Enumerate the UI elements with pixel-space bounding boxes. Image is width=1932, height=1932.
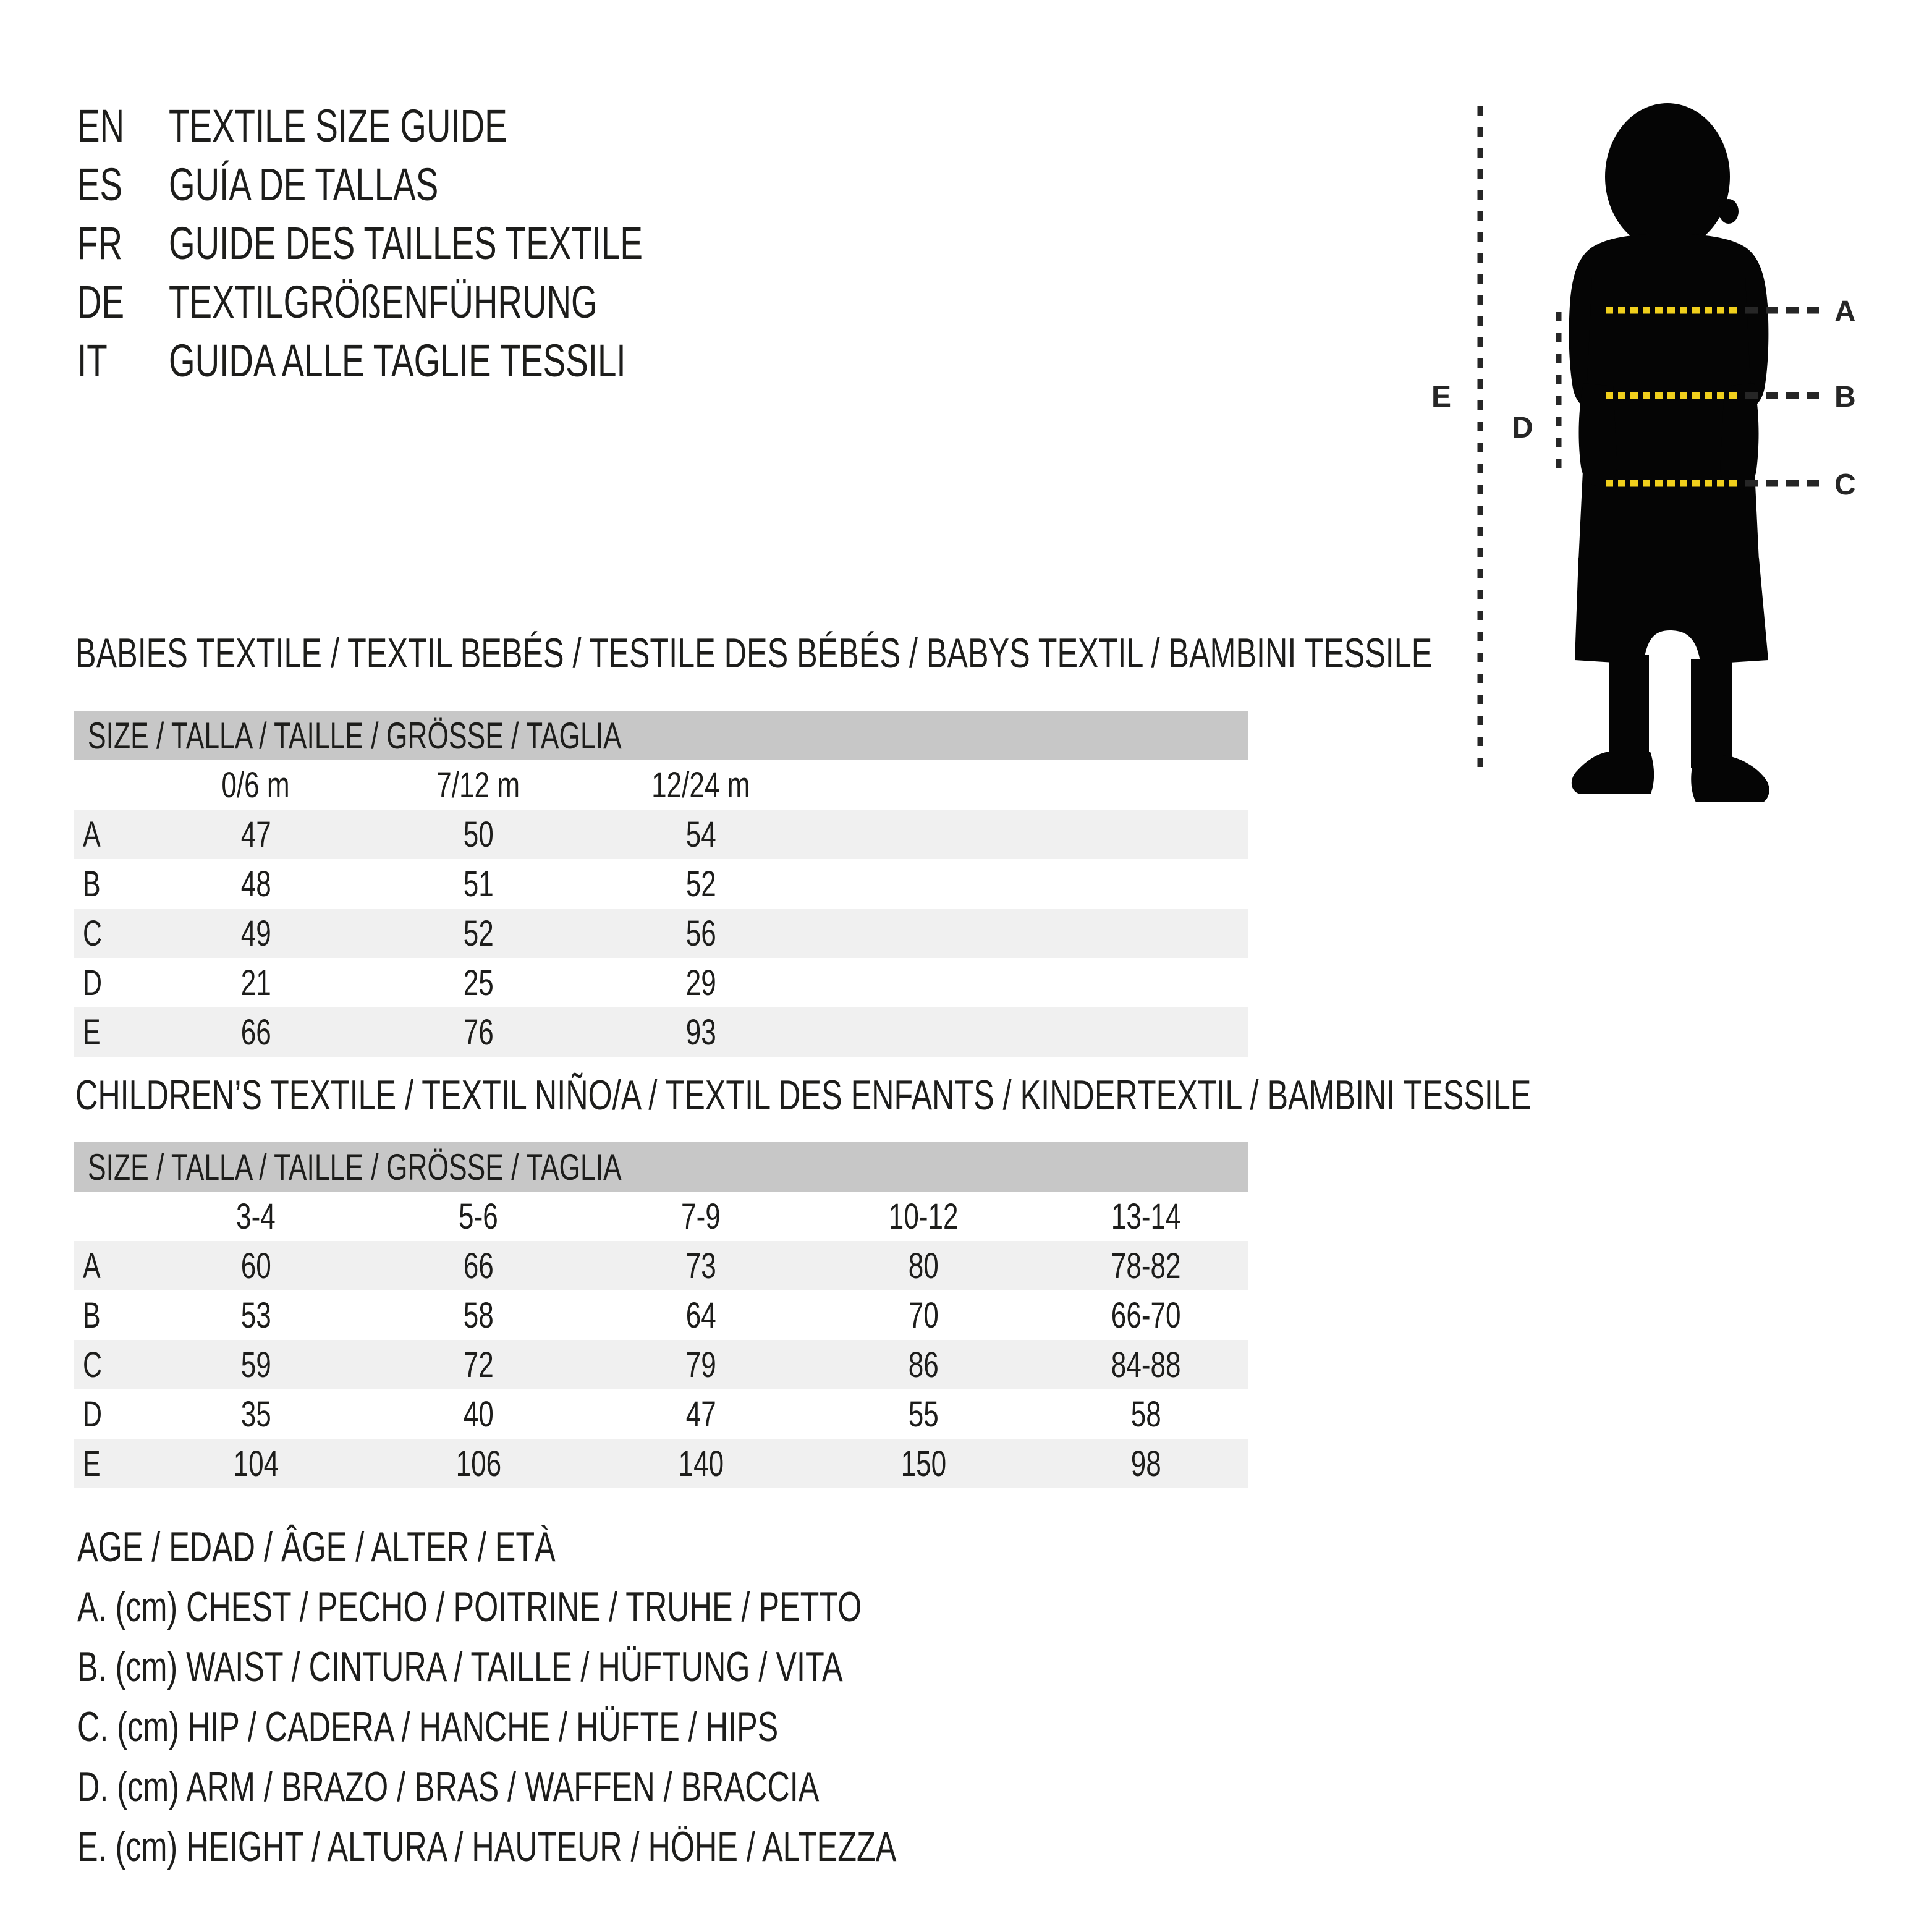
size-value-text: 59 — [240, 1344, 271, 1385]
size-value-text: 52 — [463, 913, 494, 954]
language-guide-title — [169, 276, 748, 328]
column-header-text: 3-4 — [236, 1196, 276, 1237]
column-header — [145, 765, 367, 806]
size-value — [1035, 1443, 1257, 1485]
language-code — [77, 100, 169, 152]
size-row-B — [74, 1290, 1248, 1340]
size-value — [1035, 1344, 1257, 1386]
row-label — [74, 1012, 145, 1053]
size-value — [145, 913, 367, 954]
size-value-text: 54 — [685, 814, 716, 855]
size-value — [1035, 1295, 1257, 1336]
children-size-header-text: SIZE / TALLA / TAILLE / GRÖSSE / TAGLIA — [88, 1146, 622, 1188]
babies-size-header-bar — [74, 711, 1248, 760]
size-value — [145, 962, 367, 1004]
size-value-text: 48 — [240, 863, 271, 904]
size-value-text: 66 — [463, 1245, 494, 1286]
column-header-text: 0/6 m — [221, 765, 290, 805]
size-row-C — [74, 909, 1248, 958]
column-header-text: 5-6 — [459, 1196, 498, 1237]
size-value — [367, 1245, 590, 1287]
children-size-table — [74, 1142, 1248, 1488]
size-value — [367, 814, 590, 855]
column-header — [367, 765, 590, 806]
size-row-C — [74, 1340, 1248, 1389]
language-title-list — [77, 96, 809, 390]
row-label-text: B — [83, 863, 101, 904]
size-value — [367, 1295, 590, 1336]
legend-line-text: D. (cm) ARM / BRAZO / BRAS / WAFFEN / BRACCIA — [77, 1763, 820, 1810]
size-value-text: 58 — [463, 1295, 494, 1336]
label-waist-B: B — [1834, 381, 1856, 413]
size-value — [145, 1394, 367, 1435]
size-value — [145, 814, 367, 855]
size-row-D — [74, 958, 1248, 1007]
size-value — [367, 913, 590, 954]
size-value — [812, 1245, 1035, 1287]
size-value — [812, 1394, 1035, 1435]
size-value — [145, 1012, 367, 1053]
size-value-text: 25 — [463, 962, 494, 1003]
size-row-A — [74, 810, 1248, 859]
size-value-text: 51 — [463, 863, 494, 904]
size-value-text: 60 — [240, 1245, 271, 1286]
row-label — [74, 1443, 145, 1485]
column-header-text: 12/24 m — [651, 765, 750, 805]
row-label-text: E — [83, 1443, 101, 1484]
column-header — [590, 765, 812, 806]
language-guide-title — [169, 217, 809, 269]
size-value — [367, 1394, 590, 1435]
babies-column-header-row — [74, 760, 1248, 810]
size-value — [590, 1295, 812, 1336]
size-value — [145, 1295, 367, 1336]
column-header-text: 7-9 — [681, 1196, 721, 1237]
size-value — [1035, 1394, 1257, 1435]
size-value — [590, 863, 812, 905]
size-value-text: 47 — [240, 814, 271, 855]
size-value-text: 58 — [1130, 1394, 1161, 1434]
size-value-text: 47 — [685, 1394, 716, 1434]
column-header-text: 10-12 — [888, 1196, 959, 1237]
column-header — [145, 1196, 367, 1237]
size-value — [367, 962, 590, 1004]
size-value — [367, 1344, 590, 1386]
column-header — [812, 1196, 1035, 1237]
size-value-text: 49 — [240, 913, 271, 954]
size-value-text: 80 — [908, 1245, 939, 1286]
column-header — [367, 1196, 590, 1237]
language-code — [77, 158, 169, 211]
row-label-text: A — [83, 814, 101, 855]
label-chest-A: A — [1834, 295, 1856, 328]
child-measurement-figure — [1421, 74, 1932, 822]
language-guide-title-text: GUIDE DES TAILLES TEXTILE — [169, 218, 643, 269]
children-section-title — [75, 1073, 1932, 1117]
size-value-text: 52 — [685, 863, 716, 904]
language-guide-title-text: GUIDA ALLE TAGLIE TESSILI — [169, 335, 626, 386]
size-value-text: 66-70 — [1111, 1295, 1181, 1336]
size-value — [1035, 1245, 1257, 1287]
language-guide-title-text: TEXTILE SIZE GUIDE — [169, 100, 507, 151]
language-code-text: FR — [77, 218, 123, 269]
size-value — [590, 1443, 812, 1485]
row-label — [74, 1394, 145, 1435]
babies-section-title-text: BABIES TEXTILE / TEXTIL BEBÉS / TESTILE DES BÉBÉS / BABYS TEXTIL / BAMBINI TESSILE — [75, 630, 1433, 677]
size-value — [590, 1012, 812, 1053]
legend-line-4 — [77, 1756, 1184, 1816]
size-value — [145, 1245, 367, 1287]
language-row-fr — [77, 214, 809, 273]
language-guide-title — [169, 334, 786, 387]
babies-section-title — [75, 631, 1909, 676]
size-value-text: 93 — [685, 1012, 716, 1053]
size-value-text: 73 — [685, 1245, 716, 1286]
column-header-text: 13-14 — [1111, 1196, 1181, 1237]
row-label-text: D — [83, 1394, 102, 1434]
size-row-E — [74, 1439, 1248, 1488]
row-label — [74, 863, 145, 905]
size-value — [812, 1344, 1035, 1386]
language-row-de — [77, 273, 809, 331]
language-code — [77, 217, 169, 269]
size-value-text: 72 — [463, 1344, 494, 1385]
size-value-text: 21 — [240, 962, 271, 1003]
measurement-legend — [77, 1517, 1184, 1876]
babies-size-header-text: SIZE / TALLA / TAILLE / GRÖSSE / TAGLIA — [88, 714, 622, 756]
babies-size-table — [74, 711, 1248, 1057]
size-value — [590, 913, 812, 954]
size-value-text: 64 — [685, 1295, 716, 1336]
row-label — [74, 1344, 145, 1386]
size-value-text: 104 — [233, 1443, 279, 1484]
legend-line-text: B. (cm) WAIST / CINTURA / TAILLE / HÜFTUNG / VITA — [77, 1643, 843, 1690]
row-label — [74, 1295, 145, 1336]
row-label-text: E — [83, 1012, 101, 1053]
row-label — [74, 1245, 145, 1287]
size-value — [812, 1443, 1035, 1485]
language-code — [77, 276, 169, 328]
row-label — [74, 962, 145, 1004]
size-value — [367, 863, 590, 905]
column-header-text: 7/12 m — [436, 765, 520, 805]
size-value-text: 106 — [455, 1443, 501, 1484]
legend-line-2 — [77, 1637, 1184, 1697]
legend-line-5 — [77, 1816, 1184, 1876]
child-silhouette — [1569, 103, 1769, 802]
legend-line-text: AGE / EDAD / ÂGE / ALTER / ETÀ — [77, 1523, 556, 1570]
children-section-title-text: CHILDREN’S TEXTILE / TEXTIL NIÑO/A / TEXTIL DES ENFANTS / KINDERTEXTIL / BAMBINI TESSILE — [75, 1072, 1532, 1119]
size-value-text: 66 — [240, 1012, 271, 1053]
language-code-text: IT — [77, 335, 108, 386]
children-size-header-bar — [74, 1142, 1248, 1192]
size-value — [145, 1443, 367, 1485]
legend-line-text: E. (cm) HEIGHT / ALTURA / HAUTEUR / HÖHE / ALTEZZA — [77, 1823, 897, 1870]
size-value-text: 55 — [908, 1394, 939, 1434]
size-value-text: 50 — [463, 814, 494, 855]
size-value — [590, 1344, 812, 1386]
language-guide-title-text: GUÍA DE TALLAS — [169, 159, 439, 210]
row-label — [74, 913, 145, 954]
size-value-text: 140 — [678, 1443, 724, 1484]
size-value-text: 84-88 — [1111, 1344, 1181, 1385]
size-value — [145, 863, 367, 905]
size-value-text: 53 — [240, 1295, 271, 1336]
row-label — [74, 814, 145, 855]
size-value-text: 40 — [463, 1394, 494, 1434]
size-row-E — [74, 1007, 1248, 1057]
label-height-E: E — [1431, 381, 1452, 413]
size-value — [812, 1295, 1035, 1336]
legend-line-3 — [77, 1697, 1184, 1756]
size-value — [367, 1443, 590, 1485]
size-value — [590, 962, 812, 1004]
size-value-text: 86 — [908, 1344, 939, 1385]
row-label-text: C — [83, 913, 102, 954]
language-code-text: DE — [77, 276, 125, 328]
legend-line-text: C. (cm) HIP / CADERA / HANCHE / HÜFTE / HIPS — [77, 1703, 779, 1750]
language-guide-title — [169, 158, 533, 211]
size-row-B — [74, 859, 1248, 909]
column-header — [1035, 1196, 1257, 1237]
size-value-text: 150 — [900, 1443, 946, 1484]
size-value-text: 29 — [685, 962, 716, 1003]
size-value — [145, 1344, 367, 1386]
row-label-text: B — [83, 1295, 101, 1336]
language-row-es — [77, 155, 809, 214]
row-label-text: A — [83, 1245, 101, 1286]
size-value — [590, 814, 812, 855]
size-value — [590, 1245, 812, 1287]
children-column-header-row — [74, 1192, 1248, 1241]
size-value-text: 70 — [908, 1295, 939, 1336]
language-code — [77, 334, 169, 387]
size-value-text: 76 — [463, 1012, 494, 1053]
size-row-A — [74, 1241, 1248, 1290]
legend-line-0 — [77, 1517, 1184, 1577]
language-row-en — [77, 96, 809, 155]
label-arm-D: D — [1512, 412, 1533, 444]
size-value-text: 78-82 — [1111, 1245, 1181, 1286]
language-guide-title-text: TEXTILGRÖßENFÜHRUNG — [169, 276, 598, 328]
language-row-it — [77, 331, 809, 390]
size-value-text: 35 — [240, 1394, 271, 1434]
language-guide-title — [169, 100, 626, 152]
size-value — [367, 1012, 590, 1053]
row-label-text: C — [83, 1344, 102, 1385]
size-value-text: 98 — [1130, 1443, 1161, 1484]
label-hip-C: C — [1834, 468, 1856, 501]
column-header — [590, 1196, 812, 1237]
legend-line-1 — [77, 1577, 1184, 1637]
language-code-text: ES — [77, 159, 123, 210]
size-value — [590, 1394, 812, 1435]
size-row-D — [74, 1389, 1248, 1439]
row-label-text: D — [83, 962, 102, 1003]
legend-line-text: A. (cm) CHEST / PECHO / POITRINE / TRUHE / PETTO — [77, 1583, 862, 1630]
size-value-text: 79 — [685, 1344, 716, 1385]
language-code-text: EN — [77, 100, 125, 151]
size-value-text: 56 — [685, 913, 716, 954]
